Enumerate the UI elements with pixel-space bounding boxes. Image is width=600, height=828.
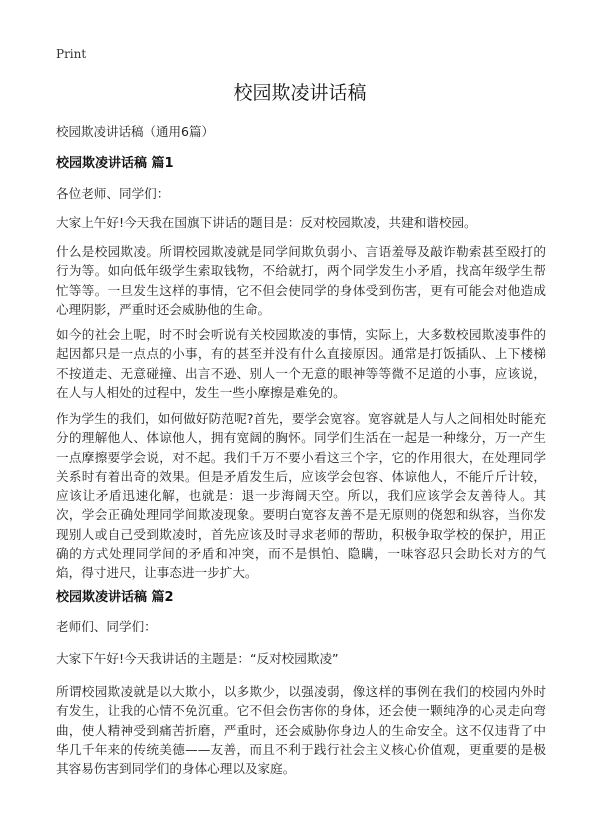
- section-1-heading: 校园欺凌讲话稿 篇1: [56, 156, 174, 171]
- section-2-greeting: 老师们、同学们：: [56, 619, 157, 634]
- section-2-heading: 校园欺凌讲话稿 篇2: [56, 590, 174, 605]
- section-2-paragraph-1: 大家下午好!今天我讲话的主题是：“反对校园欺凌”: [56, 651, 339, 666]
- section-1-paragraph-3: 如今的社会上呢，时不时会听说有关校园欺凌的事情，实际上，大多数校园欺凌事件的起因都只是一点点的小事，有的甚至并没有什么直接原因。通常是打饭插队、上下楼梯不按道走、无意碰撞、出言不逊、别人一个无意的眼神等等微不足道的小事，应该说，在人与人相处的过程中，发生一些小摩擦是难免的。: [56, 327, 546, 400]
- print-link[interactable]: Print: [56, 47, 87, 61]
- section-1-paragraph-2: 什么是校园欺凌。所谓校园欺凌就是同学间欺负弱小、言语羞辱及敲诈勒索甚至殴打的行为等。如向低年级学生索取钱物，不给就打，两个同学发生小矛盾，找高年级学生帮忙等等。一旦发生这样的事情，它不但会使同学的身体受到伤害，更有可能会对他造成心理阴影，严重时还会威胁他的生命。: [56, 244, 546, 317]
- section-1-paragraph-4: 作为学生的我们，如何做好防范呢?首先，要学会宽容。宽容就是人与人之间相处时能充分的理解他人、体谅他人，拥有宽阔的胸怀。同学们生活在一起是一种缘分，万一产生一点摩擦要学会说，对不起。我们千万不要小看这三个字，它的作用很大，在处理同学关系时有着出奇的效果。但是矛盾发生后，应该学会包容、体谅他人，不能斤斤计较，应该让矛盾迅速化解，也就是：退一步海阔天空。所以，我们应该学会友善待人。其次，学会正确处理同学间欺凌现象。要明白宽容友善不是无原则的侥恕和纵容，当你发现别人或自己受到欺凌时，首先应该及时寻求老师的帮助，积极争取学校的保护，用正确的方式处理同学间的矛盾和冲突，而不是惧怕、隐瞒，一味容忍只会助长对方的气焰，得寸进尺，让事态进一步扩大。: [56, 411, 546, 581]
- document-subtitle: 校园欺凌讲话稿（通用6篇）: [56, 124, 214, 139]
- section-1-greeting: 各位老师、同学们：: [56, 186, 170, 201]
- section-1-paragraph-1: 大家上午好!今天我在国旗下讲话的题目是：反对校园欺凌，共建和谐校园。: [56, 215, 477, 230]
- document-title: 校园欺凌讲话稿: [233, 82, 367, 104]
- section-2-paragraph-2: 所谓校园欺凌就是以大欺小，以多欺少，以强凌弱，像这样的事例在我们的校园内外时有发生，让我的心情不免沉重。它不但会伤害你的身体，还会使一颗纯净的心灵走向弯曲，使人精神受到痛苦折磨，严重时，还会威胁你身边人的生命安全。这不仅违背了中华几千年来的传统美德——友善，而且不利于践行社会主义核心价值观，更重要的是极其容易伤害到同学们的身体心理以及家庭。: [56, 684, 546, 777]
